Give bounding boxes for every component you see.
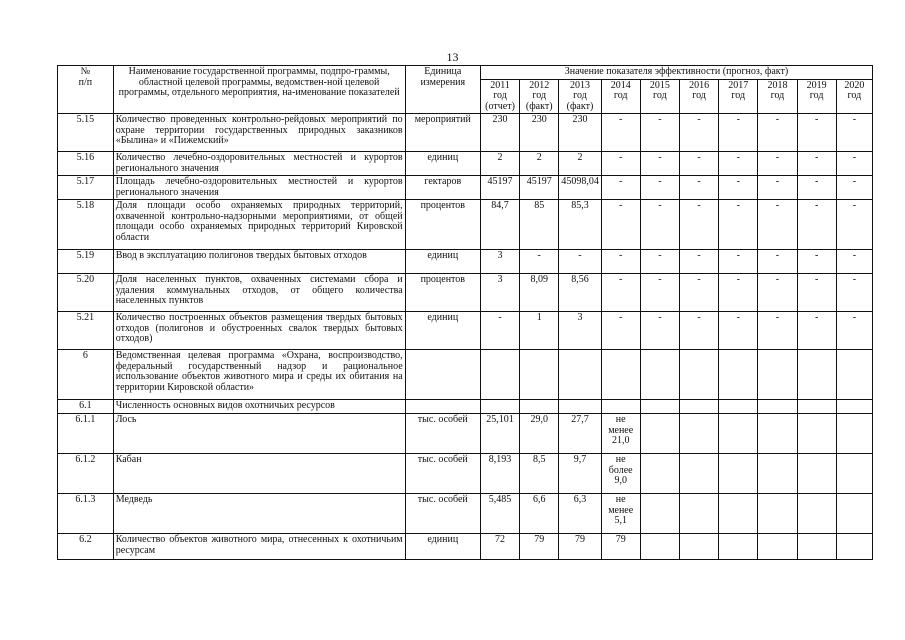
value-cell — [797, 400, 836, 414]
header-year: 2012 год (факт) — [520, 79, 559, 114]
value-cell: - — [601, 274, 640, 312]
header-values: Значение показателя эффективности (прогноз, факт) — [480, 66, 872, 80]
value-cell: - — [797, 114, 836, 152]
indicator-name: Доля площади особо охраняемых природных территорий, охваченной контрольно-надзорными мероприятиями, от общей площади особо охраняемых природных территорий Кировской области — [113, 200, 405, 250]
indicator-name: Количество лечебно-оздоровительных местностей и курортов регионального значения — [113, 152, 405, 176]
value-cell — [758, 350, 797, 400]
value-cell — [797, 414, 836, 454]
value-cell — [836, 534, 872, 560]
value-cell: - — [601, 114, 640, 152]
page-number: 13 — [446, 50, 459, 64]
value-cell: - — [719, 274, 758, 312]
value-cell: - — [679, 250, 718, 274]
unit: единиц — [405, 152, 480, 176]
value-cell: - — [559, 250, 601, 274]
value-cell — [480, 400, 519, 414]
header-name: Наименование государственной программы, подпро-граммы, областной целевой программы, ведомствен-ной целевой программы, отдельного мероприятия, на-именование показателей — [113, 66, 405, 114]
indicators-table — [57, 65, 873, 560]
value-cell — [797, 350, 836, 400]
value-cell: - — [797, 274, 836, 312]
value-cell — [679, 494, 718, 534]
indicator-name: Количество проведенных контрольно-рейдовых мероприятий по охране территории государственных природных заказников «Былина» и «Пижемский» — [113, 114, 405, 152]
value-cell — [719, 414, 758, 454]
value-cell — [758, 400, 797, 414]
value-cell — [679, 534, 718, 560]
value-cell: 3 — [480, 250, 519, 274]
row-number: 5.21 — [58, 312, 114, 350]
value-cell — [758, 494, 797, 534]
value-cell: 79 — [520, 534, 559, 560]
value-cell: 45098,04 — [559, 176, 601, 200]
header-num: № п/п — [58, 66, 114, 114]
row-number: 5.19 — [58, 250, 114, 274]
value-cell: 25,101 — [480, 414, 519, 454]
unit — [405, 400, 480, 414]
row-number: 6.1.3 — [58, 494, 114, 534]
unit — [405, 350, 480, 400]
value-cell: 9,7 — [559, 454, 601, 494]
value-cell: 79 — [559, 534, 601, 560]
header-year: 2020 год — [836, 79, 872, 114]
header-year: 2013 год (факт) — [559, 79, 601, 114]
value-cell: не более 9,0 — [601, 454, 640, 494]
row-number: 5.16 — [58, 152, 114, 176]
value-cell — [679, 454, 718, 494]
indicator-name: Доля населенных пунктов, охваченных системами сбора и удаления коммунальных отходов, от общего количества населенных пунктов — [113, 274, 405, 312]
table-row — [58, 414, 873, 454]
value-cell: - — [640, 312, 679, 350]
value-cell: - — [836, 250, 872, 274]
table-row — [58, 200, 873, 250]
value-cell: - — [836, 176, 872, 200]
row-number: 5.15 — [58, 114, 114, 152]
table-row — [58, 176, 873, 200]
value-cell: - — [836, 200, 872, 250]
table-row — [58, 274, 873, 312]
value-cell — [640, 414, 679, 454]
value-cell — [640, 534, 679, 560]
unit: процентов — [405, 200, 480, 250]
value-cell: 230 — [480, 114, 519, 152]
value-cell: - — [601, 200, 640, 250]
value-cell — [758, 454, 797, 494]
value-cell — [719, 494, 758, 534]
unit: процентов — [405, 274, 480, 312]
value-cell: 230 — [559, 114, 601, 152]
value-cell — [758, 414, 797, 454]
value-cell: - — [719, 152, 758, 176]
unit: единиц — [405, 250, 480, 274]
unit: гектаров — [405, 176, 480, 200]
header-year: 2014 год — [601, 79, 640, 114]
value-cell: - — [679, 114, 718, 152]
table-row — [58, 534, 873, 560]
value-cell — [520, 400, 559, 414]
value-cell — [836, 494, 872, 534]
value-cell: - — [719, 312, 758, 350]
header-year: 2017 год — [719, 79, 758, 114]
indicator-name: Медведь — [113, 494, 405, 534]
value-cell — [797, 534, 836, 560]
value-cell: - — [719, 114, 758, 152]
indicator-name: Ввод в эксплуатацию полигонов твердых бытовых отходов — [113, 250, 405, 274]
row-number: 5.20 — [58, 274, 114, 312]
value-cell: - — [520, 250, 559, 274]
row-number: 5.18 — [58, 200, 114, 250]
header-year: 2015 год — [640, 79, 679, 114]
value-cell — [719, 400, 758, 414]
indicator-name: Количество построенных объектов размещения твердых бытовых отходов (полигонов и обустроенных свалок твердых бытовых отходов) — [113, 312, 405, 350]
value-cell: 29,0 — [520, 414, 559, 454]
value-cell: - — [758, 176, 797, 200]
unit: тыс. особей — [405, 454, 480, 494]
value-cell: - — [679, 152, 718, 176]
value-cell — [559, 400, 601, 414]
unit: тыс. особей — [405, 414, 480, 454]
value-cell — [601, 350, 640, 400]
indicator-name: Лось — [113, 414, 405, 454]
table-row — [58, 454, 873, 494]
indicator-name: Численность основных видов охотничьих ресурсов — [113, 400, 405, 414]
value-cell: - — [719, 200, 758, 250]
value-cell: 6,3 — [559, 494, 601, 534]
value-cell — [679, 414, 718, 454]
value-cell: 72 — [480, 534, 519, 560]
value-cell: 1 — [520, 312, 559, 350]
value-cell — [836, 414, 872, 454]
value-cell — [719, 350, 758, 400]
value-cell: 3 — [480, 274, 519, 312]
value-cell — [679, 350, 718, 400]
value-cell: - — [836, 274, 872, 312]
table-row — [58, 152, 873, 176]
value-cell: не менее 21,0 — [601, 414, 640, 454]
value-cell: - — [640, 114, 679, 152]
value-cell: - — [758, 200, 797, 250]
value-cell: - — [836, 114, 872, 152]
value-cell: - — [601, 312, 640, 350]
value-cell: 79 — [601, 534, 640, 560]
value-cell: - — [679, 176, 718, 200]
value-cell: 3 — [559, 312, 601, 350]
value-cell: - — [640, 250, 679, 274]
value-cell: 2 — [559, 152, 601, 176]
value-cell: 8,5 — [520, 454, 559, 494]
value-cell — [719, 534, 758, 560]
value-cell: - — [601, 152, 640, 176]
value-cell: - — [797, 200, 836, 250]
value-cell: - — [480, 312, 519, 350]
value-cell: 85 — [520, 200, 559, 250]
value-cell — [836, 400, 872, 414]
value-cell — [797, 454, 836, 494]
value-cell: не менее 5,1 — [601, 494, 640, 534]
value-cell: - — [679, 274, 718, 312]
value-cell: 8,56 — [559, 274, 601, 312]
row-number: 5.17 — [58, 176, 114, 200]
unit: мероприятий — [405, 114, 480, 152]
header-year: 2016 год — [679, 79, 718, 114]
value-cell: 45197 — [520, 176, 559, 200]
unit: тыс. особей — [405, 494, 480, 534]
value-cell — [836, 350, 872, 400]
table-row — [58, 494, 873, 534]
value-cell — [640, 350, 679, 400]
row-number: 6 — [58, 350, 114, 400]
value-cell: - — [758, 250, 797, 274]
value-cell: 45197 — [480, 176, 519, 200]
value-cell — [480, 350, 519, 400]
value-cell: 8,193 — [480, 454, 519, 494]
table-row — [58, 312, 873, 350]
value-cell: - — [640, 176, 679, 200]
value-cell — [601, 400, 640, 414]
table-row — [58, 114, 873, 152]
row-number: 6.1.1 — [58, 414, 114, 454]
indicator-name: Кабан — [113, 454, 405, 494]
value-cell: - — [836, 152, 872, 176]
value-cell: - — [719, 176, 758, 200]
value-cell: - — [640, 200, 679, 250]
value-cell: - — [758, 312, 797, 350]
header-year: 2018 год — [758, 79, 797, 114]
header-year: 2011 год (отчет) — [480, 79, 519, 114]
unit: единиц — [405, 312, 480, 350]
value-cell — [836, 454, 872, 494]
value-cell: 230 — [520, 114, 559, 152]
value-cell: 2 — [480, 152, 519, 176]
value-cell — [559, 350, 601, 400]
value-cell: - — [797, 312, 836, 350]
row-number: 6.1.2 — [58, 454, 114, 494]
value-cell: - — [758, 152, 797, 176]
value-cell: 5,485 — [480, 494, 519, 534]
value-cell: 85,3 — [559, 200, 601, 250]
value-cell: - — [797, 152, 836, 176]
table-row — [58, 350, 873, 400]
value-cell: - — [836, 312, 872, 350]
header-unit: Единица измерения — [405, 66, 480, 114]
value-cell: 2 — [520, 152, 559, 176]
value-cell: 84,7 — [480, 200, 519, 250]
value-cell: - — [758, 274, 797, 312]
indicator-name: Ведомственная целевая программа «Охрана, воспроизводство, федеральный государственный надзор и рациональное использование объектов животного мира и среды их обитания на территории Кировской области» — [113, 350, 405, 400]
value-cell — [797, 494, 836, 534]
table-row — [58, 250, 873, 274]
value-cell: - — [719, 250, 758, 274]
value-cell: - — [758, 114, 797, 152]
table-row — [58, 400, 873, 414]
value-cell — [719, 454, 758, 494]
header-year: 2019 год — [797, 79, 836, 114]
unit: единиц — [405, 534, 480, 560]
value-cell — [520, 350, 559, 400]
value-cell: - — [797, 250, 836, 274]
value-cell: - — [679, 312, 718, 350]
value-cell: - — [797, 176, 836, 200]
value-cell: - — [679, 200, 718, 250]
value-cell — [640, 454, 679, 494]
value-cell — [679, 400, 718, 414]
value-cell: - — [601, 176, 640, 200]
value-cell — [758, 534, 797, 560]
value-cell: - — [640, 274, 679, 312]
value-cell: 6,6 — [520, 494, 559, 534]
value-cell — [640, 494, 679, 534]
row-number: 6.2 — [58, 534, 114, 560]
row-number: 6.1 — [58, 400, 114, 414]
indicator-name: Площадь лечебно-оздоровительных местностей и курортов регионального значения — [113, 176, 405, 200]
value-cell: 27,7 — [559, 414, 601, 454]
value-cell: 8,09 — [520, 274, 559, 312]
value-cell: - — [601, 250, 640, 274]
value-cell — [640, 400, 679, 414]
value-cell: - — [640, 152, 679, 176]
indicator-name: Количество объектов животного мира, отнесенных к охотничьим ресурсам — [113, 534, 405, 560]
